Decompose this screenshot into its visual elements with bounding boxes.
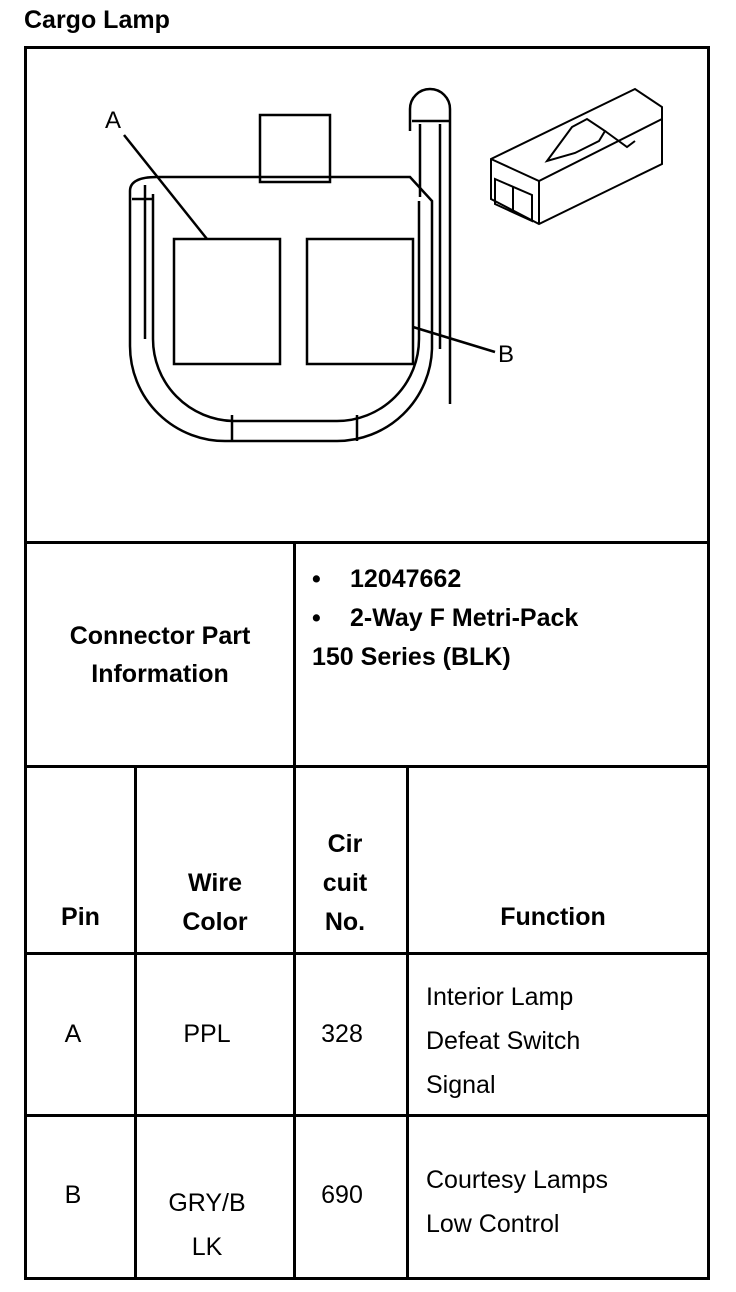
divider-info-columns: [293, 541, 296, 768]
divider-row-a-b: [24, 1114, 710, 1117]
row-a-function-line2: Defeat Switch: [426, 1027, 581, 1055]
latch-tab: [260, 115, 330, 182]
cavity-a: [174, 239, 280, 364]
row-b-wire-color: [137, 1181, 277, 1269]
connector-info-values: [312, 560, 578, 677]
header-circuit-line3: No.: [324, 908, 366, 936]
divider-header-rows: [24, 952, 710, 955]
cavity-b: [307, 239, 413, 364]
connector-diagram: [27, 49, 707, 541]
row-b-wire-color-line1: GRY/B: [168, 1189, 246, 1217]
row-b-function-line1: Courtesy Lamps: [426, 1166, 609, 1194]
header-pin: Pin: [61, 903, 100, 931]
callout-a-leader: [124, 135, 207, 239]
row-a-function-line3: Signal: [426, 1071, 496, 1099]
header-circuit-number: [296, 825, 394, 942]
row-b-function-line2: Low Control: [426, 1210, 560, 1238]
bullet-icon: •: [312, 604, 321, 632]
callout-b-label: B: [498, 341, 515, 368]
bullet-icon: •: [312, 565, 321, 593]
header-wire-color: [137, 864, 293, 942]
header-wire-color-line2: Color: [182, 908, 248, 936]
connector-3d-view: [491, 89, 662, 224]
connector-type: 2-Way F Metri-Pack: [350, 604, 579, 632]
row-b-function: [426, 1158, 608, 1246]
row-a-pin: A: [64, 1020, 82, 1048]
callout-b-leader: [413, 327, 495, 352]
row-b-wire-color-line2: LK: [191, 1233, 223, 1261]
row-a-function-line1: Interior Lamp: [426, 983, 574, 1011]
header-circuit-line2: cuit: [322, 869, 368, 897]
page-title: Cargo Lamp: [24, 6, 170, 34]
part-number: 12047662: [350, 565, 462, 593]
header-function: Function: [500, 903, 606, 931]
connector-info-label: [27, 544, 293, 765]
row-a-circuit: 328: [321, 1020, 363, 1048]
header-wire-color-line1: Wire: [188, 869, 242, 897]
housing-inner: [153, 194, 419, 421]
divider-info-table: [24, 765, 710, 768]
callout-a-label: A: [105, 107, 122, 134]
divider-col-circuit: [406, 765, 409, 1280]
row-a-function: [426, 975, 580, 1107]
row-b-pin: B: [64, 1181, 82, 1209]
connector-type-item: [312, 599, 578, 638]
row-b-circuit: 690: [321, 1181, 363, 1209]
header-circuit-line1: Cir: [327, 830, 363, 858]
connector-info-label-line1: Connector Part: [69, 621, 251, 650]
connector-info-label-line2: Information: [91, 659, 229, 688]
row-a-wire-color: PPL: [183, 1020, 231, 1048]
connector-series: 150 Series (BLK): [312, 643, 511, 671]
part-number-item: [312, 560, 578, 599]
